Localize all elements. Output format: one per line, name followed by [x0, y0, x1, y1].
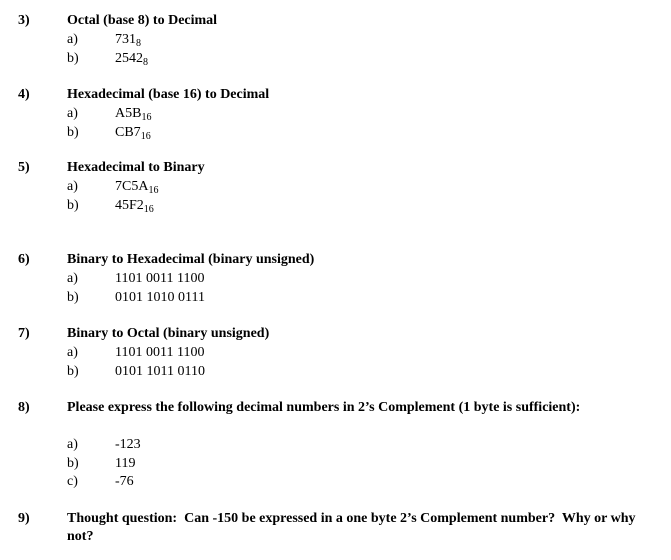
item-label: a)	[67, 106, 78, 121]
question-title: Thought question: Can -150 be expressed in a one byte 2’s Complement number? Why or why not?	[67, 511, 639, 544]
item-value: $A5B_{16}$	[115, 106, 152, 123]
item-value: $CB7_{16}$	[115, 125, 151, 142]
question-number: 8)	[18, 400, 30, 415]
base-subscript: 8	[143, 57, 148, 68]
item-label: b)	[67, 290, 79, 305]
item-label: b)	[67, 456, 79, 471]
answer-row	[0, 473, 671, 491]
question-title: Binary to Hexadecimal (binary unsigned)	[67, 252, 315, 267]
item-value: -123	[115, 437, 141, 452]
item-value: $7C5A_{16}$	[115, 179, 159, 196]
item-value: 1101 0011 1100	[115, 271, 205, 286]
question-number: 9)	[18, 511, 30, 526]
answer-row	[0, 31, 671, 49]
item-value: 1101 0011 1100	[115, 345, 205, 360]
question-title: Octal (base 8) to Decimal	[67, 13, 218, 28]
question-number: 5)	[18, 160, 30, 175]
question-title: Please express the following decimal numbers in 2’s Complement (1 byte is sufficient):	[67, 400, 581, 415]
item-label: a)	[67, 179, 78, 194]
answer-row	[0, 197, 671, 215]
item-label: c)	[67, 474, 78, 489]
item-value: $45F2_{16}$	[115, 198, 154, 215]
item-value: $2542_8$	[115, 51, 148, 68]
item-label: b)	[67, 125, 79, 140]
answer-row	[0, 124, 671, 142]
answer-row	[0, 178, 671, 196]
question-number: 3)	[18, 13, 30, 28]
item-value: -76	[115, 474, 134, 489]
answer-row	[0, 105, 671, 123]
answer-row	[0, 363, 671, 381]
question-number: 4)	[18, 87, 30, 102]
base-subscript: 16	[143, 204, 154, 215]
question-title: Hexadecimal (base 16) to Decimal	[67, 87, 270, 102]
item-label: b)	[67, 198, 79, 213]
item-label: b)	[67, 51, 79, 66]
answer-row	[0, 289, 671, 307]
answer-row	[0, 270, 671, 288]
item-label: a)	[67, 437, 78, 452]
item-value: 119	[115, 456, 136, 471]
item-value: $731_8$	[115, 32, 141, 49]
item-label: a)	[67, 345, 78, 360]
question-title: Binary to Octal (binary unsigned)	[67, 326, 270, 341]
question-number: 6)	[18, 252, 30, 267]
base-subscript: 16	[140, 131, 151, 142]
item-label: a)	[67, 32, 78, 47]
base-subscript: 8	[136, 38, 141, 49]
base-subscript: 16	[141, 112, 152, 123]
question-title: Hexadecimal to Binary	[67, 160, 205, 175]
question-number: 7)	[18, 326, 30, 341]
item-value: 0101 1011 0110	[115, 364, 205, 379]
item-label: b)	[67, 364, 79, 379]
answer-row	[0, 436, 671, 454]
answer-row	[0, 50, 671, 68]
answer-row	[0, 455, 671, 473]
base-subscript: 16	[148, 185, 159, 196]
item-label: a)	[67, 271, 78, 286]
answer-row	[0, 344, 671, 362]
item-value: 0101 1010 0111	[115, 290, 205, 305]
